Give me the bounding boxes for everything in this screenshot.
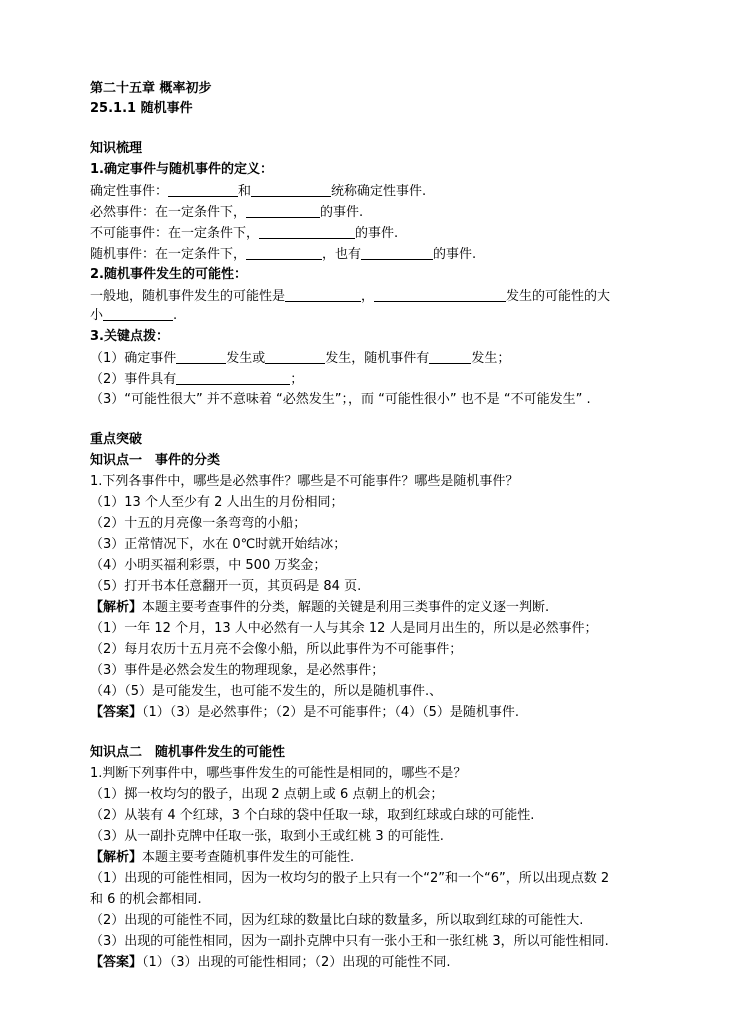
- definition-title: 1.确定事件与随机事件的定义：: [90, 162, 273, 177]
- kp2-answer: [90, 954, 450, 972]
- text: .: [173, 308, 178, 323]
- fill-blank: [176, 370, 290, 385]
- kp2-title: 知识点二 随机事件发生的可能性: [90, 745, 286, 760]
- possibility-line-1: [90, 287, 610, 306]
- fill-blank: [251, 182, 331, 197]
- answer-label: 【答案】: [90, 955, 143, 970]
- breakthrough-heading: 重点突破: [90, 432, 143, 447]
- chapter-title: 第二十五章 概率初步: [90, 81, 212, 96]
- fill-blank: [246, 245, 322, 260]
- text: 发生，随机事件有: [325, 351, 430, 366]
- fill-blank: [176, 349, 226, 364]
- fill-blank: [429, 349, 471, 364]
- kp2-analysis-item: （3）出现的可能性相同，因为一副扑克牌中只有一张小王和一张红桃 3，所以可能性相同.: [90, 934, 609, 949]
- text: 的事件.: [355, 226, 399, 241]
- key-point-1: [90, 349, 510, 368]
- analysis-text: 本题主要考查随机事件发生的可能性.: [142, 850, 355, 865]
- kp2-analysis-item: （2）出现的可能性不同，因为红球的数量比白球的数量多，所以取到红球的可能性大.: [90, 913, 584, 928]
- text: 一般地，随机事件发生的可能性是: [90, 289, 286, 304]
- text: 必然事件：在一定条件下，: [90, 205, 247, 220]
- kp2-analysis: [90, 849, 354, 867]
- text: 发生的可能性的大: [506, 289, 611, 304]
- kp2-item: （2）从装有 4 个红球，3 个白球的袋中任取一球，取到红球或白球的可能性.: [90, 808, 535, 823]
- definition-impossible: [90, 224, 398, 243]
- text: 随机事件：在一定条件下，: [90, 247, 247, 262]
- analysis-text: 本题主要考查事件的分类，解题的关键是利用三类事件的定义逐一判断.: [142, 600, 550, 615]
- kp1-answer: [90, 704, 519, 722]
- text: 发生或: [226, 351, 266, 366]
- text: （1）确定事件: [90, 351, 177, 366]
- text: 的事件.: [320, 205, 364, 220]
- fill-blank: [246, 203, 320, 218]
- text: 不可能事件：在一定条件下，: [90, 226, 260, 241]
- kp1-analysis-item: （1）一年 12 个月，13 人中必然有一人与其余 12 人是同月出生的，所以是必然事件；: [90, 621, 598, 636]
- definition-sure: [90, 203, 363, 222]
- kp1-item: （5）打开书本任意翻开一页，其页码是 84 页.: [90, 579, 362, 594]
- fill-blank: [103, 306, 173, 321]
- analysis-label: 【解析】: [90, 600, 143, 615]
- kp1-analysis-item: （4）（5）是可能发生，也可能不发生的，所以是随机事件.、: [90, 684, 443, 699]
- answer-text: （1）（3）是必然事件；（2）是不可能事件；（4）（5）是随机事件.: [142, 705, 520, 720]
- answer-text: （1）（3）出现的可能性相同；（2）出现的可能性不同.: [142, 955, 451, 970]
- text: 小: [90, 308, 104, 323]
- kp2-item: （3）从一副扑克牌中任取一张，取到小王或红桃 3 的可能性.: [90, 829, 444, 844]
- text: 和: [238, 184, 252, 199]
- fill-blank: [259, 224, 355, 239]
- text: ，也有: [322, 247, 362, 262]
- text: 统称确定性事件.: [331, 184, 427, 199]
- key-point-3: （3）“可能性很大” 并不意味着 “必然发生”；，而 “可能性很小” 也不是 “不可能发生” .: [90, 392, 591, 407]
- possibility-line-2: [90, 306, 177, 325]
- definition-certain: [90, 182, 426, 201]
- text: ，: [361, 289, 375, 304]
- kp1-item: （1）13 个人至少有 2 人出生的月份相同；: [90, 495, 344, 510]
- kp1-item: （2）十五的月亮像一条弯弯的小船；: [90, 516, 307, 531]
- fill-blank: [374, 287, 506, 302]
- key-point-2: [90, 370, 303, 389]
- kp2-item: （1）掷一枚均匀的骰子，出现 2 点朝上或 6 点朝上的机会；: [90, 787, 444, 802]
- possibility-title: 2.随机事件发生的可能性：: [90, 267, 247, 282]
- fill-blank: [285, 287, 361, 302]
- text: 发生；: [471, 351, 511, 366]
- text: 确定性事件：: [90, 184, 169, 199]
- answer-label: 【答案】: [90, 705, 143, 720]
- fill-blank: [265, 349, 325, 364]
- definition-random: [90, 245, 476, 264]
- kp2-analysis-item: （1）出现的可能性相同，因为一枚均匀的骰子上只有一个“2”和一个“6”，所以出现点数 2: [90, 871, 610, 886]
- section-title: 25.1.1 随机事件: [90, 101, 193, 116]
- kp1-analysis-item: （3）事件是必然会发生的物理现象，是必然事件；: [90, 663, 385, 678]
- key-points-title: 3.关键点拨：: [90, 329, 169, 344]
- kp1-analysis: [90, 599, 549, 617]
- fill-blank: [168, 182, 238, 197]
- kp1-title: 知识点一 事件的分类: [90, 453, 221, 468]
- kp1-item: （4）小明买福利彩票，中 500 万奖金；: [90, 558, 327, 573]
- kp1-analysis-item: （2）每月农历十五月亮不会像小船，所以此事件为不可能事件；: [90, 642, 463, 657]
- text: ；: [290, 372, 304, 387]
- text: （2）事件具有: [90, 372, 177, 387]
- analysis-label: 【解析】: [90, 850, 143, 865]
- knowledge-heading: 知识梳理: [90, 141, 143, 156]
- kp2-question: 1.判断下列事件中，哪些事件发生的可能性是相同的，哪些不是？: [90, 766, 467, 781]
- kp1-item: （3）正常情况下，水在 0℃时就开始结冰；: [90, 537, 347, 552]
- kp2-analysis-item: 和 6 的机会都相同.: [90, 892, 202, 907]
- kp1-question: 1.下列各事件中，哪些是必然事件？哪些是不可能事件？哪些是随机事件？: [90, 474, 519, 489]
- fill-blank: [361, 245, 433, 260]
- text: 的事件.: [433, 247, 477, 262]
